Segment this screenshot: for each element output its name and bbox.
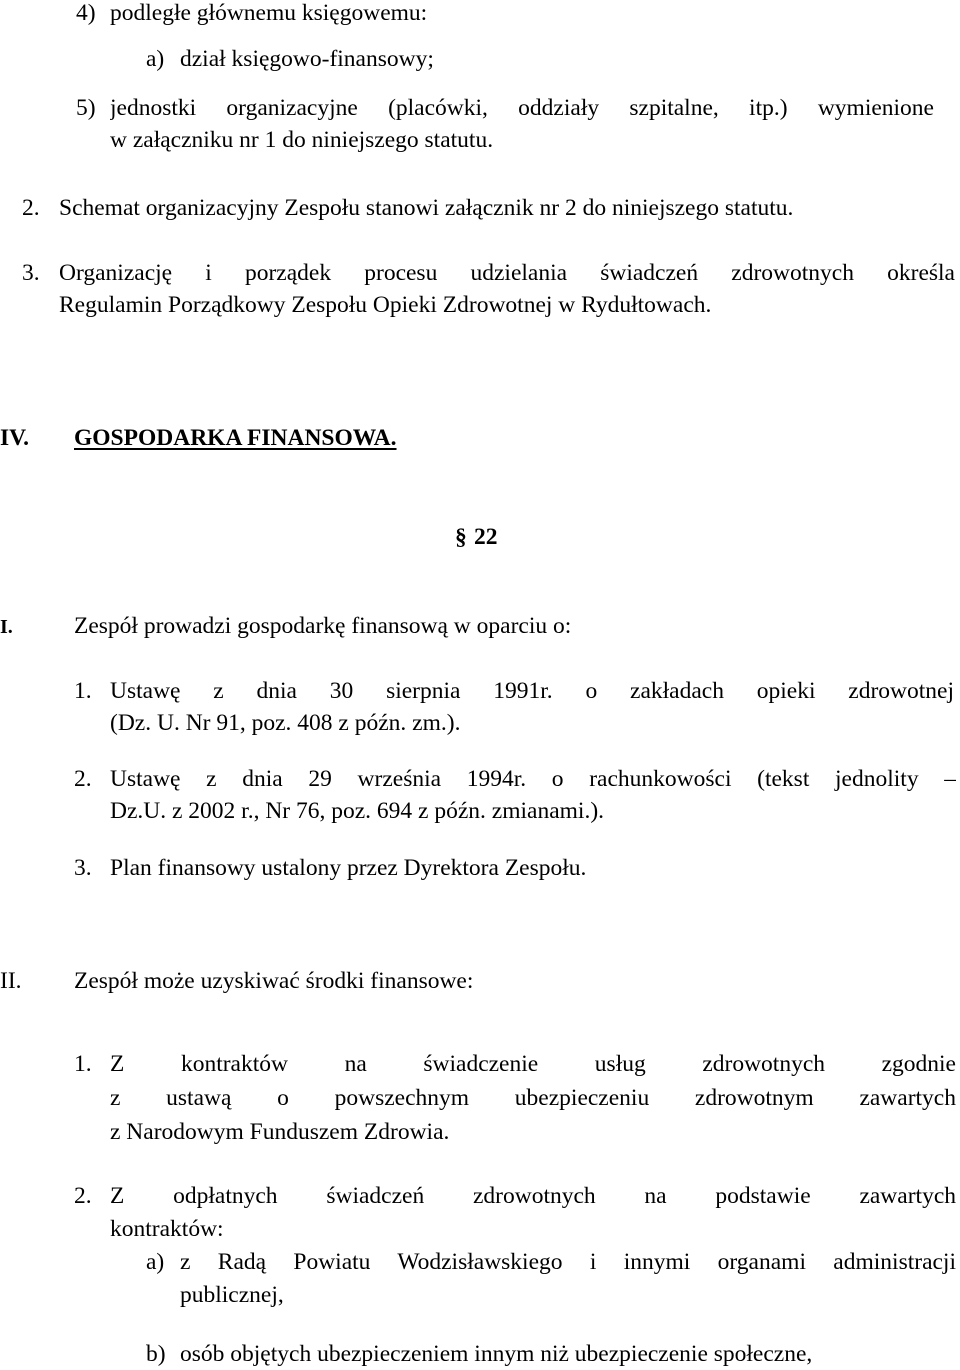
paragraph-text-continued: Regulamin Porządkowy Zespołu Opieki Zdrowotnej w Rydułtowach.	[59, 292, 712, 318]
list-item-text-continued: (Dz. U. Nr 91, poz. 408 z późn. zm.).	[110, 710, 461, 736]
list-item-text-continued: publicznej,	[180, 1282, 284, 1308]
list-number: 1.	[74, 1051, 92, 1077]
list-item-text-continued: w załączniku nr 1 do niniejszego statutu.	[110, 127, 494, 153]
subsection-number: II.	[0, 968, 22, 994]
paragraph-text: Organizację i porządek procesu udzielania świadczeń zdrowotnych określa	[59, 262, 955, 286]
list-item-text-continued: z Narodowym Funduszem Zdrowia.	[110, 1119, 450, 1145]
list-item-text: Z kontraktów na świadczenie usług zdrowotnych zgodnie	[110, 1053, 956, 1077]
list-number: 3.	[74, 855, 92, 881]
list-number: 2.	[74, 766, 92, 792]
list-item-text-continued: z ustawą o powszechnym ubezpieczeniu zdrowotnym zawartych	[110, 1087, 956, 1111]
list-item-text: Ustawę z dnia 30 sierpnia 1991r. o zakładach opieki zdrowotnej	[110, 680, 954, 704]
list-letter: a)	[146, 46, 165, 72]
section-heading: GOSPODARKA FINANSOWA.	[74, 425, 397, 451]
list-item-text: Ustawę z dnia 29 września 1994r. o rachunkowości (tekst jednolity –	[110, 768, 956, 792]
paragraph-number: 2.	[22, 195, 40, 221]
list-item-text: dział księgowo-finansowy;	[180, 46, 434, 72]
paragraph-sign: §	[455, 524, 467, 550]
list-number: 4)	[76, 0, 96, 26]
list-item-text: osób objętych ubezpieczeniem innym niż ubezpieczenie społeczne,	[180, 1341, 813, 1367]
subsection-text: Zespół może uzyskiwać środki finansowe:	[74, 968, 474, 994]
paragraph-marker-number: 22	[474, 524, 498, 550]
list-letter: a)	[146, 1249, 165, 1275]
list-item-text: Z odpłatnych świadczeń zdrowotnych na podstawie zawartych	[110, 1185, 956, 1209]
list-item-text-continued: kontraktów:	[110, 1216, 224, 1242]
list-letter: b)	[146, 1341, 166, 1367]
paragraph-number: 3.	[22, 260, 40, 286]
list-item-text: jednostki organizacyjne (placówki, oddziały szpitalne, itp.) wymienione	[110, 97, 934, 121]
list-number: 1.	[74, 678, 92, 704]
list-number: 5)	[76, 95, 96, 121]
subsection-text: Zespół prowadzi gospodarkę finansową w oparciu o:	[74, 613, 572, 639]
list-item-text-continued: Dz.U. z 2002 r., Nr 76, poz. 694 z późn. zmianami.).	[110, 798, 605, 824]
section-number: IV.	[0, 425, 29, 451]
list-number: 2.	[74, 1183, 92, 1209]
list-item-text: podległe głównemu księgowemu:	[110, 0, 428, 26]
list-item-text: z Radą Powiatu Wodzisławskiego i innymi organami administracji	[180, 1251, 956, 1275]
paragraph-text: Schemat organizacyjny Zespołu stanowi załącznik nr 2 do niniejszego statutu.	[59, 195, 794, 221]
subsection-number: I.	[0, 616, 13, 638]
list-item-text: Plan finansowy ustalony przez Dyrektora Zespołu.	[110, 855, 587, 881]
